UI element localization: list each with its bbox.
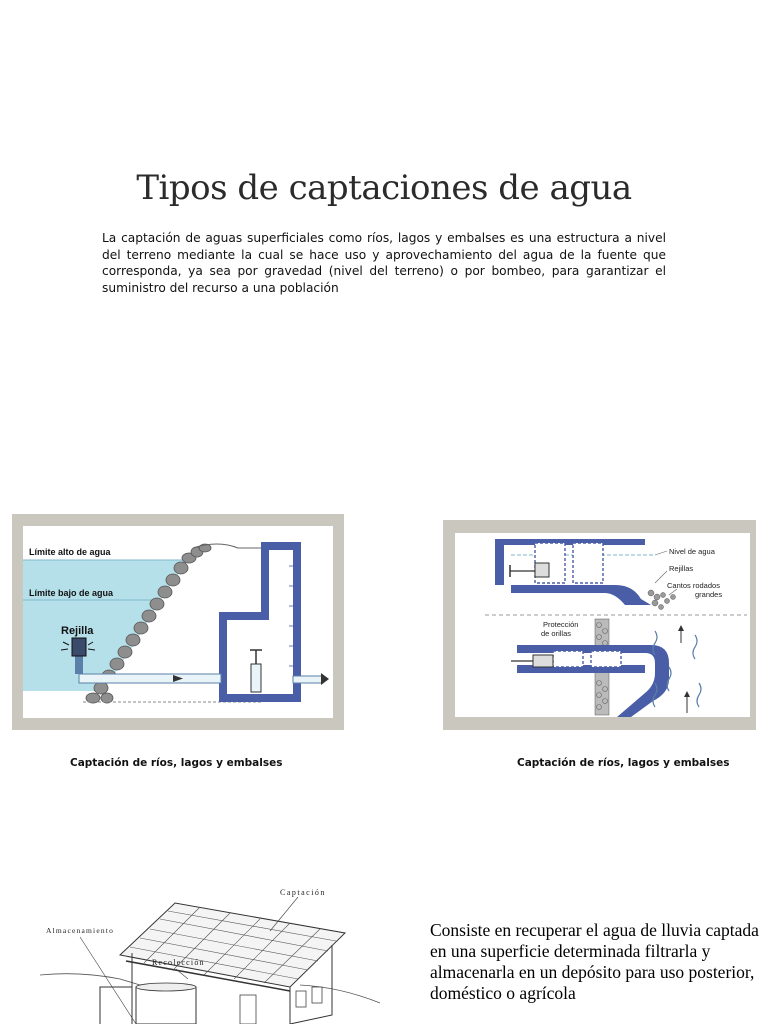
figure-river-plan <box>443 520 756 730</box>
label-capture: Captación <box>280 888 326 897</box>
label-stones-line2: grandes <box>695 590 723 599</box>
label-grates: Rejillas <box>669 564 694 573</box>
label-protection-line1: Protección <box>543 620 579 629</box>
caption-figure-2: Captación de ríos, lagos y embalses <box>517 757 730 769</box>
caption-figure-1: Captación de ríos, lagos y embalses <box>70 757 283 769</box>
label-high-water: Límite alto de agua <box>29 547 111 557</box>
label-stones-line1: Cantos rodados <box>667 581 720 590</box>
figure-river-intake <box>12 514 344 730</box>
label-water-level: Nivel de agua <box>669 547 715 556</box>
label-collection: Recolección <box>152 958 205 967</box>
label-low-water: Límite bajo de agua <box>29 588 114 598</box>
label-grate: Rejilla <box>61 625 94 637</box>
label-storage: Almacenamiento <box>46 926 115 935</box>
label-protection-line2: de orillas <box>541 629 572 638</box>
river-intake-diagram <box>23 526 333 718</box>
intro-paragraph: La captación de aguas superficiales como ríos, lagos y embalses es una estructura a nivel del terreno mediante la cual se hace uso y aprovechamiento del agua de la fuente que corresponda, ya sea por gravedad (nivel del terreno) o por bombeo, para garantizar el suministro del recurso a una población <box>102 231 666 295</box>
rainwater-house-diagram <box>40 875 390 1024</box>
rainwater-description: Consiste en recuperar el agua de lluvia captada en una superficie determinada filtrarla y almacenarla en un depósito para uso posterior, doméstico o agrícola <box>430 920 759 1003</box>
river-plan-diagram <box>455 533 750 717</box>
page-title: Tipos de captaciones de agua <box>136 168 632 208</box>
